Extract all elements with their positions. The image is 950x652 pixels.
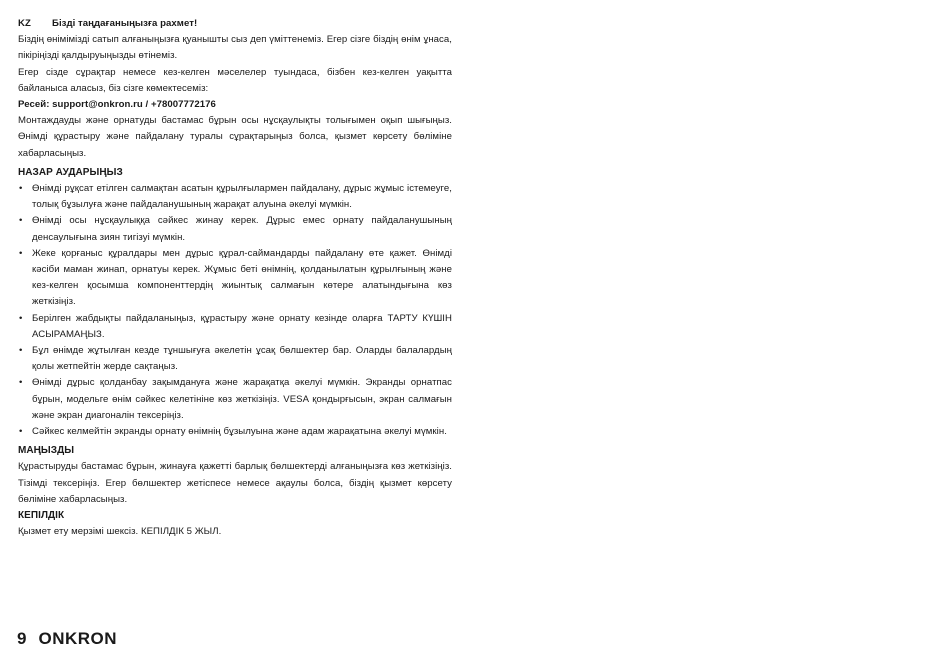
bullet-icon: • <box>19 345 23 357</box>
greeting-title: Бізді таңдағаныңызға рахмет! <box>52 18 198 29</box>
list-item: • Бұл өнімде жұтылған кезде тұншығуға әкелетін ұсақ бөлшектер бар. Оларды балалардың қолы жетпейтін жерде сақтаңыз. <box>19 345 452 373</box>
bullet-icon: • <box>19 312 23 324</box>
list-item: • Сәйкес келмейтін экранды орнату өнімнің бұзылуына және адам жарақатына әкелуі мүмкін. <box>18 424 452 440</box>
list-item: • Өнімді дұрыс қолданбау зақымдануға және жарақатқа әкелуі мүмкін. Экранды орнатпас бұрын, модельге өнім сәйкес келетініне көз жеткізіңіз. VESA қондырғысын, экран салмағын және экран диагоналін тексеріңіз. <box>19 377 452 421</box>
attention-list <box>18 181 452 440</box>
bullet-icon: • <box>19 377 23 389</box>
list-item: • Берілген жабдықты пайдаланыңыз, құрастыру және орнату кезінде оларға ТАРТУ КҮШІН АСЫРАМАҢЫЗ. <box>19 312 452 340</box>
warranty-heading: КЕПІЛДІК <box>18 510 65 522</box>
page-number: 9 <box>17 629 27 648</box>
contact-line: Ресей: support@onkron.ru / +78007772176 <box>18 99 216 111</box>
list-item: • Өнімді рұқсат етілген салмақтан асатын құрылғылармен пайдалану, дұрыс жұмыс істемеуге, толық бұзылуға және пайдаланушының жарақат алуына әкелуі мүмкін. <box>19 183 452 211</box>
warranty-text: Қызмет ету мерзімі шексіз. КЕПІЛДІК 5 ЖЫЛ. <box>18 526 222 538</box>
brand-logo: ONKRON <box>38 629 118 648</box>
bullet-icon: • <box>19 426 23 438</box>
bullet-icon: • <box>19 215 23 227</box>
page-footer <box>17 628 117 650</box>
bullet-icon: • <box>19 183 23 195</box>
intro-paragraph-2: Егер сізде сұрақтар немесе кез-келген мәселелер туындаса, бізбен кез-келген уақытта байланыса аласыз, біз сізге көмектесеміз: <box>18 66 452 94</box>
greeting-line <box>18 16 452 32</box>
intro-paragraph-3: Монтаждауды және орнатуды бастамас бұрын осы нұсқаулықты толығымен оқып шығыңыз. Өнімді құрастыру және пайдалану туралы сұрақтарыңыз болса, қызмет көрсету бөліміне хабарласыңыз. <box>18 115 452 159</box>
important-text: Құрастыруды бастамас бұрын, жинауға қажетті барлық бөлшектерді алғаныңызға көз жеткізіңіз. Тізімді тексеріңіз. Егер бөлшектер жетіспесе немесе ақаулы болса, біздің қызмет көрсету бөліміне хабарласыңыз. <box>18 461 452 505</box>
important-heading: МАҢЫЗДЫ <box>18 445 75 457</box>
attention-heading: НАЗАР АУДАРЫҢЫЗ <box>18 166 123 178</box>
intro-paragraph-1: Біздің өнімімізді сатып алғаныңызға қуанышты сыз деп үміттенеміз. Егер сізге біздің өнім ұнаса, пікіріңізді қалдыруыңызды өтінеміз. <box>18 34 452 62</box>
list-item: • Жеке қорғаныс құралдары мен дұрыс құрал-саймандарды пайдалану өте қажет. Өнімді кәсіби маман жинап, орнатуы керек. Жұмыс беті өнімнің, қолданылатын құрылғының және кез-келген қосымша компоненттердің жиынтық салмағын көтере алатындығына көз жеткізіңіз. <box>19 247 452 308</box>
language-code: KZ <box>18 18 31 29</box>
manual-page <box>18 16 452 541</box>
bullet-icon: • <box>19 247 23 259</box>
list-item: • Өнімді осы нұсқаулыққа сәйкес жинау керек. Дұрыс емес орнату пайдаланушының денсаулығына зиян тигізуі мүмкін. <box>19 215 452 243</box>
